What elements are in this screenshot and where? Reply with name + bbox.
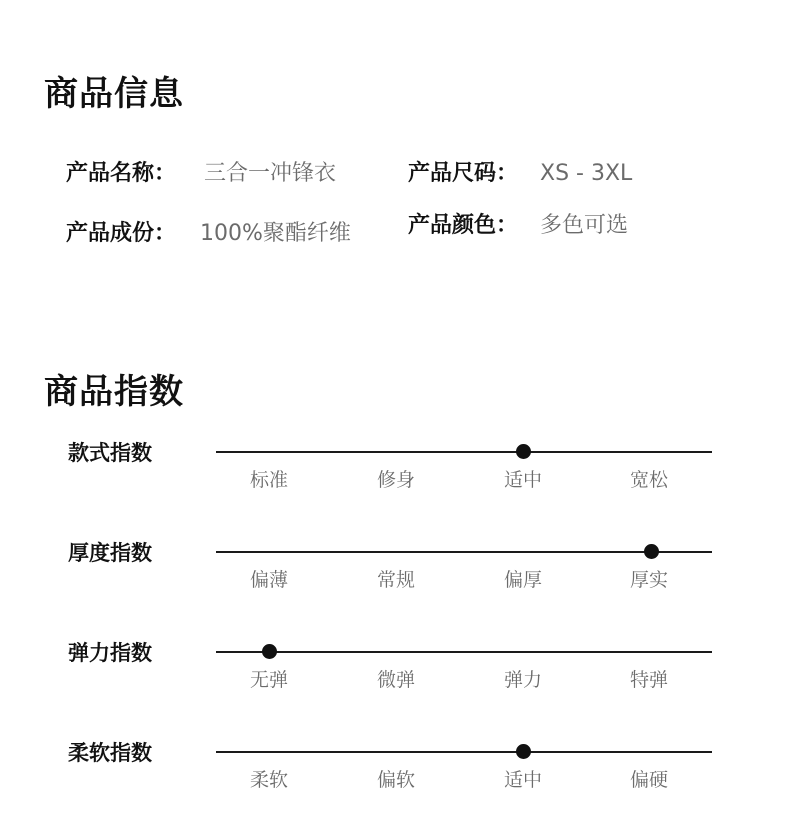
index-level-label: 柔软 [249, 769, 289, 791]
index-level-label: 微弹 [376, 669, 416, 691]
index-level-label: 特弹 [629, 669, 669, 691]
index-label: 厚度指数 [68, 541, 152, 565]
info-item-name [66, 156, 336, 187]
index-row-elasticity [0, 641, 790, 711]
index-level-label: 无弹 [249, 669, 289, 691]
index-level-label: 修身 [376, 469, 416, 491]
index-label: 款式指数 [68, 441, 152, 465]
index-row-softness [0, 741, 790, 811]
index-marker-dot [644, 544, 659, 559]
index-level-label: 宽松 [629, 469, 669, 491]
index-scale-line [216, 751, 712, 753]
info-item-size [408, 156, 632, 187]
index-row-thickness [0, 541, 790, 611]
index-label: 柔软指数 [68, 741, 152, 765]
product-index-title: 商品指数 [44, 372, 184, 412]
info-label: 产品成份： [66, 221, 177, 246]
info-item-color [408, 208, 628, 239]
index-scale-line [216, 551, 712, 553]
info-item-material [66, 216, 351, 247]
index-level-label: 标准 [249, 469, 289, 491]
index-scale-line [216, 451, 712, 453]
info-label: 产品尺码： [408, 161, 519, 186]
index-level-label: 适中 [503, 469, 543, 491]
index-marker-dot [516, 444, 531, 459]
index-marker-dot [262, 644, 277, 659]
index-level-label: 适中 [503, 769, 543, 791]
info-label: 产品颜色： [408, 213, 519, 238]
info-label: 产品名称： [66, 161, 177, 186]
index-level-label: 弹力 [503, 669, 543, 691]
index-scale-line [216, 651, 712, 653]
index-marker-dot [516, 744, 531, 759]
index-label: 弹力指数 [68, 641, 152, 665]
product-info-title: 商品信息 [44, 74, 184, 114]
index-level-label: 厚实 [629, 569, 669, 591]
info-value: 100%聚酯纤维 [200, 221, 351, 246]
index-row-style [0, 441, 790, 511]
index-level-label: 偏硬 [629, 769, 669, 791]
info-value: 多色可选 [540, 213, 629, 238]
index-level-label: 偏软 [376, 769, 416, 791]
index-level-label: 常规 [376, 569, 416, 591]
index-level-label: 偏薄 [249, 569, 289, 591]
info-value: XS - 3XL [540, 161, 633, 186]
index-level-label: 偏厚 [503, 569, 543, 591]
info-value: 三合一冲锋衣 [204, 161, 337, 186]
